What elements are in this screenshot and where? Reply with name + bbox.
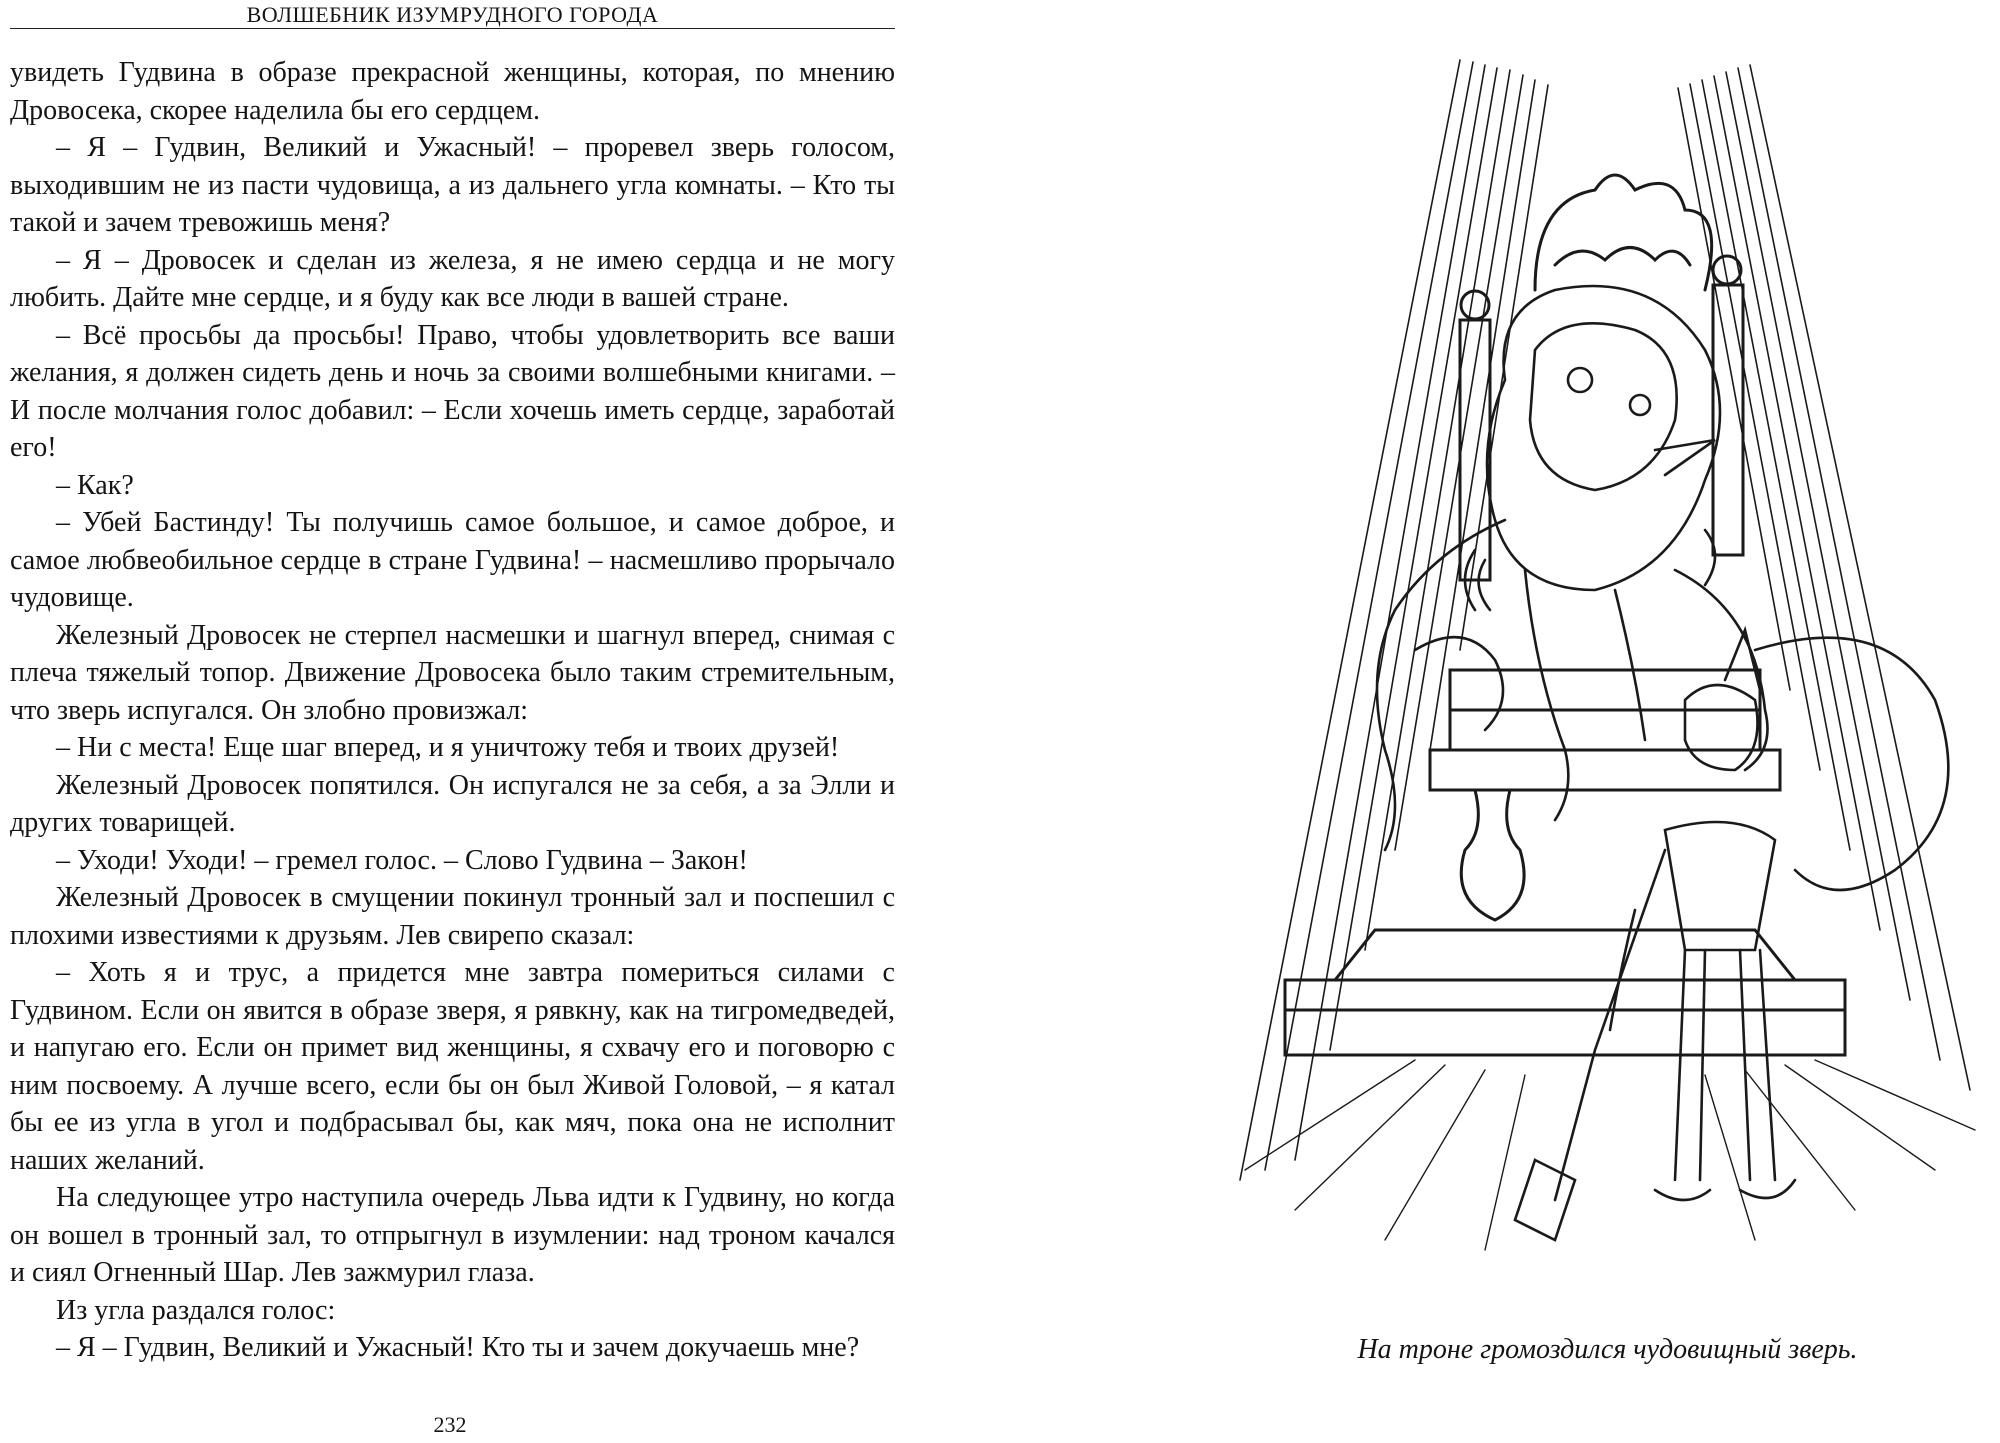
paragraph: Из угла раздался голос:	[56, 1294, 336, 1326]
light-rays	[1240, 60, 1970, 1180]
paragraph: – Я – Гудвин, Великий и Ужасный! Кто ты и зачем докучаешь мне?	[56, 1332, 860, 1363]
body-text	[10, 54, 895, 1367]
paragraph: – Я – Дровосек и сделан из железа, я не имею сердца и не могу любить. Дайте мне сердце, и я буду как все люди в вашей стране.	[10, 244, 895, 313]
right-page	[1000, 0, 2000, 1443]
paragraph: Железный Дровосек в смущении покинул тронный зал и поспешил с плохими известиями к друзьям. Лев свирепо сказал:	[10, 882, 895, 951]
paragraph: Железный Дровосек не стерпел насмешки и шагнул вперед, снимая с плеча тяжелый топор. Движение Дровосека было таким стремительным, что зверь испугался. Он злобно провизжал:	[10, 619, 895, 726]
paragraph: На следующее утро наступила очередь Льва идти к Гудвину, но когда он вошел в тронный зал, то отпрыгнул в изумлении: над троном качался и сиял Огненный Шар. Лев зажмурил глаза.	[10, 1182, 895, 1288]
page-number: 232	[433, 1412, 467, 1437]
paragraph: – Всё просьбы да просьбы! Право, чтобы удовлетворить все ваши желания, я должен сидеть день и ночь за своими волшебными книгами. – И после молчания голос добавил: – Если хочешь иметь сердце, заработай его!	[10, 319, 895, 463]
left-page	[0, 0, 900, 1443]
paragraph: – Уходи! Уходи! – гремел голос. – Слово Гудвина – Закон!	[56, 844, 748, 876]
paragraph: Железный Дровосек попятился. Он испугался не за себя, а за Элли и других товарищей.	[10, 769, 895, 838]
tin-woodman	[1515, 630, 1795, 1240]
running-head: ВОЛШЕБНИК ИЗУМРУДНОГО ГОРОДА	[246, 2, 659, 27]
throne-beast-illustration	[1235, 50, 1980, 1310]
paragraph: – Я – Гудвин, Великий и Ужасный! – проревел зверь голосом, выходившим не из пасти чудовища, а из дальнего угла комнаты. – Кто ты такой и зачем тревожишь меня?	[10, 132, 895, 238]
paragraph: – Как?	[56, 469, 134, 501]
floor-lines	[1245, 1060, 1975, 1250]
header-rule	[10, 28, 895, 29]
paragraph: – Хоть я и трус, а придется мне завтра помериться силами с Гудвином. Если он явится в образе зверя, я рявкну, как на тигромедведей, и напугаю его. Если он примет вид женщины, я схвачу его и поговорю с ним посвоему. А лучше всего, если бы он был Живой Головой, – я катал бы ее из угла в угол и подбрасывал бы, как мяч, пока она не исполнит наших желаний.	[10, 957, 895, 1176]
paragraph: – Ни с места! Еще шаг вперед, и я уничтожу тебя и твоих друзей!	[56, 732, 840, 763]
paragraph: увидеть Гудвина в образе прекрасной женщины, которая, по мнению Дровосека, скорее наделила бы его сердцем.	[10, 57, 895, 126]
paragraph: – Убей Бастинду! Ты получишь самое большое, и самое доброе, и самое любвеобильное сердце в стране Гудвина! – насмешливо прорычало чудовище.	[10, 507, 895, 613]
illustration-caption: На троне громоздился чудовищный зверь.	[1357, 1334, 1858, 1365]
